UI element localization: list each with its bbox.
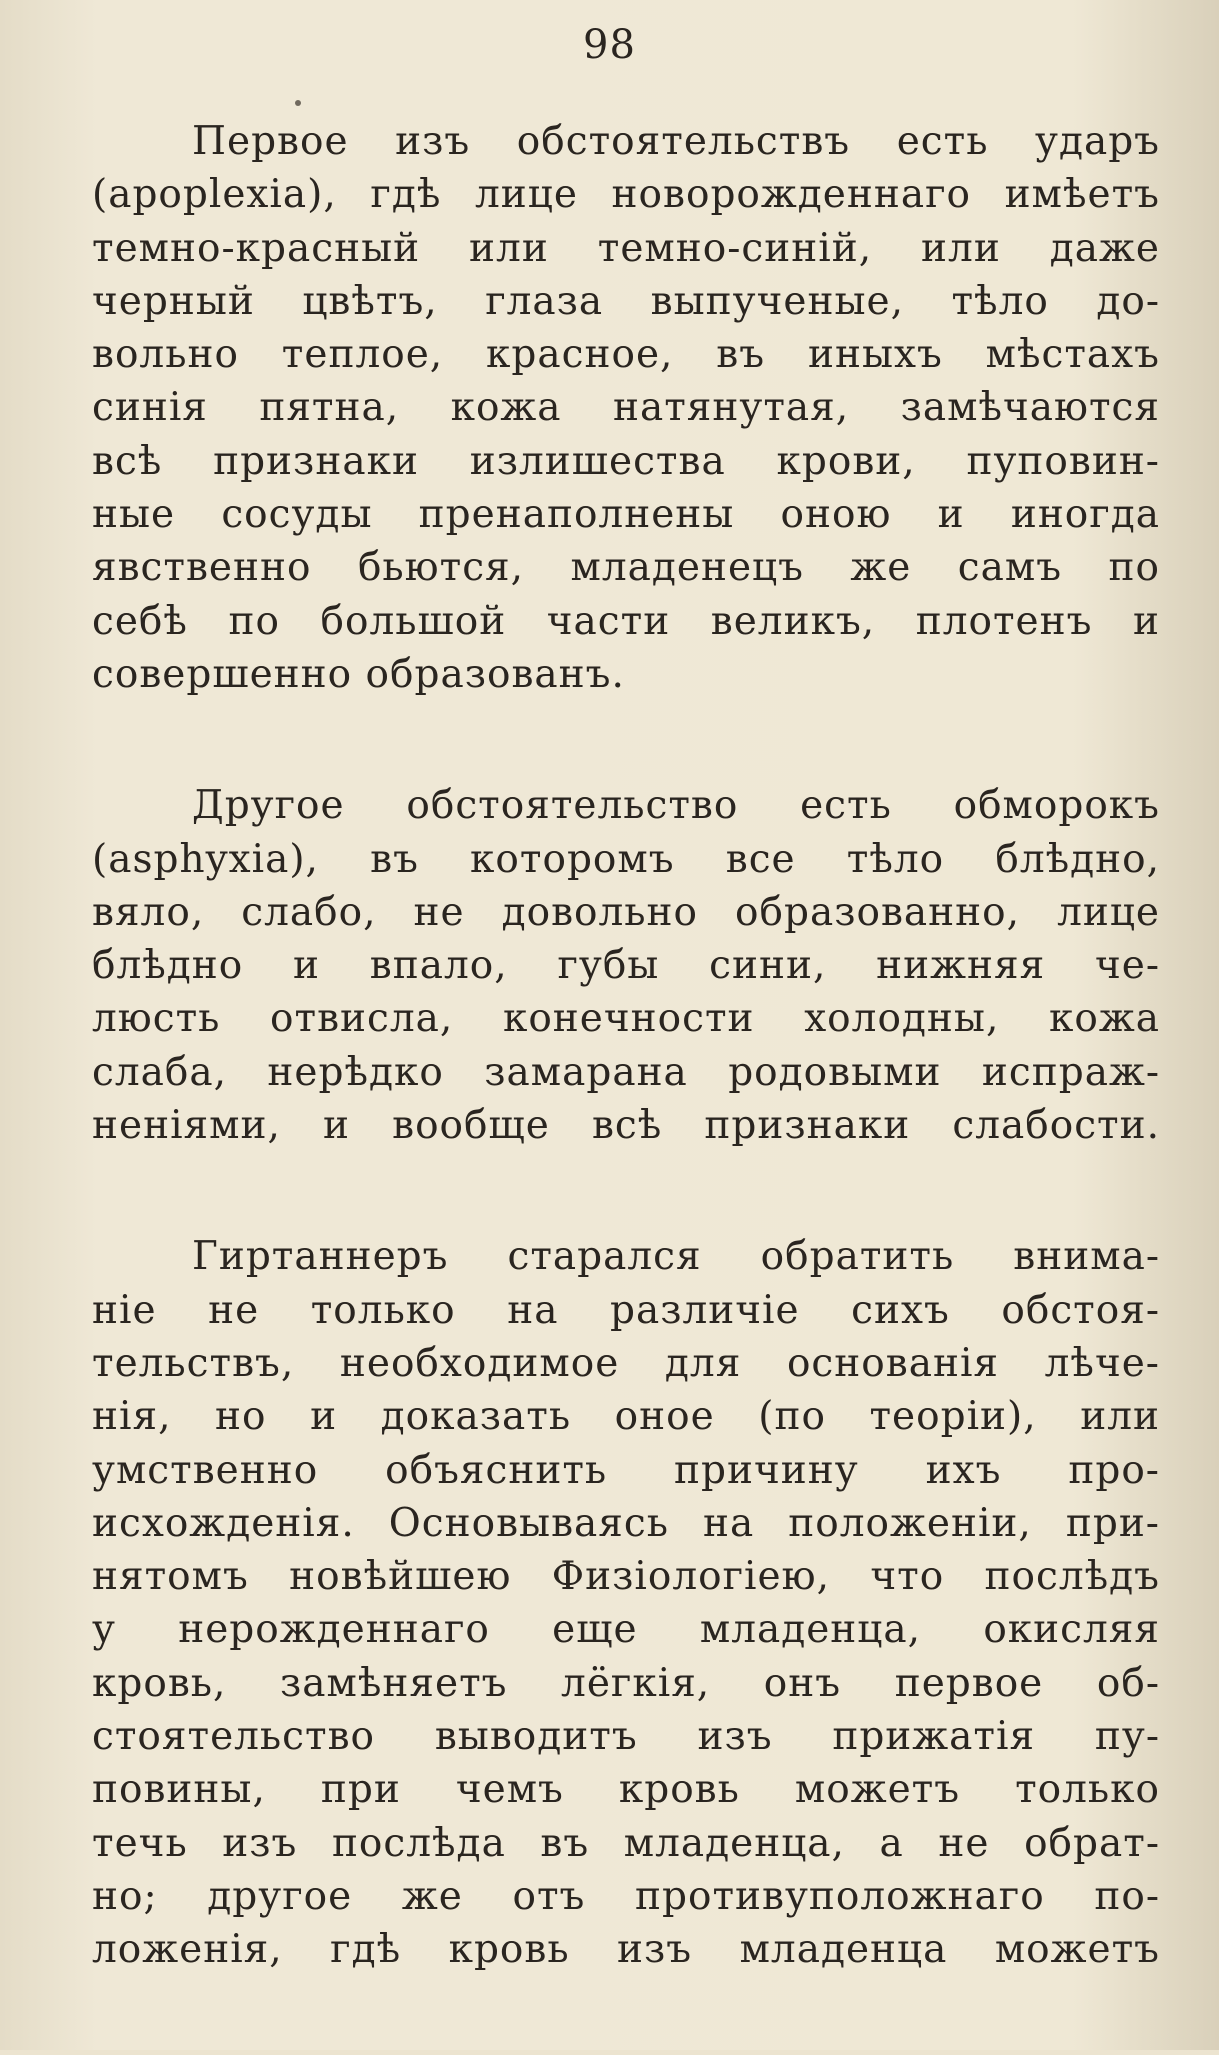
text-line: Гиртаннеръ старался обратить внима-	[192, 1234, 1160, 1280]
text-line: ные сосуды пренаполнены оною и иногда	[92, 492, 1160, 538]
body-text	[92, 115, 1160, 2055]
text-line: вольно теплое, красное, въ иныхъ мѣстахъ	[92, 332, 1160, 378]
text-line: тельствъ, необходимое для основанія лѣче-	[92, 1340, 1160, 1386]
paragraph-1	[92, 115, 1160, 701]
text-line: повины, при чемъ кровь можетъ только	[92, 1767, 1160, 1813]
text-line: нія, но и доказать оное (по теоріи), или	[92, 1394, 1160, 1440]
text-line: Другое обстоятельство есть обморокъ	[192, 783, 1160, 829]
text-line: слаба, нерѣдко замарана родовыми испраж-	[92, 1049, 1160, 1095]
text-line: стоятельство выводитъ изъ прижатія пу-	[92, 1714, 1160, 1760]
text-line: (apoplexia), гдѣ лице новорожденнаго имѣетъ	[92, 172, 1160, 218]
text-line: явственно бьются, младенецъ же самъ по	[92, 545, 1160, 591]
text-line: Первое изъ обстоятельствъ есть ударъ	[192, 119, 1160, 164]
text-line: исхожденія. Основываясь на положеніи, при-	[92, 1500, 1160, 1546]
text-line: черный цвѣтъ, глаза выпученые, тѣло до-	[92, 278, 1160, 324]
text-line: ніе не только на различіе сихъ обстоя-	[92, 1287, 1160, 1333]
ink-speck	[295, 100, 301, 106]
text-line: неніями, и вообще всѣ признаки слабости.	[92, 1103, 1160, 1149]
text-line: кровь, замѣняетъ лёгкія, онъ первое об-	[92, 1660, 1160, 1706]
paragraph-3	[92, 1230, 1160, 1976]
text-line: у нерожденнаго еще младенца, окисляя	[92, 1607, 1160, 1653]
text-line: люсть отвисла, конечности холодны, кожа	[92, 996, 1160, 1042]
text-line: вяло, слабо, не довольно образованно, лице	[92, 889, 1160, 935]
text-line: ложенія, гдѣ кровь изъ младенца можетъ	[92, 1927, 1160, 1973]
paragraph-2	[92, 779, 1160, 1152]
text-line: темно-красный или темно-синій, или даже	[92, 225, 1160, 271]
page-number: 98	[583, 22, 636, 68]
text-line: (asphyxia), въ которомъ все тѣло блѣдно,	[92, 836, 1160, 882]
text-line: нятомъ новѣйшею Физіологіею, что послѣдъ	[92, 1554, 1160, 1600]
text-line: но; другое же отъ противуположнаго по-	[92, 1873, 1160, 1919]
text-line: всѣ признаки излишества крови, пуповин-	[92, 438, 1160, 484]
text-line: течь изъ послѣда въ младенца, а не обрат-	[92, 1820, 1160, 1866]
text-line: синія пятна, кожа натянутая, замѣчаются	[92, 385, 1160, 431]
text-line: себѣ по большой части великъ, плотенъ и	[92, 598, 1160, 644]
text-line: умственно объяснить причину ихъ про-	[92, 1447, 1160, 1493]
text-line: блѣдно и впало, губы сини, нижняя че-	[92, 943, 1160, 989]
text-line: совершенно образованъ.	[92, 651, 625, 697]
